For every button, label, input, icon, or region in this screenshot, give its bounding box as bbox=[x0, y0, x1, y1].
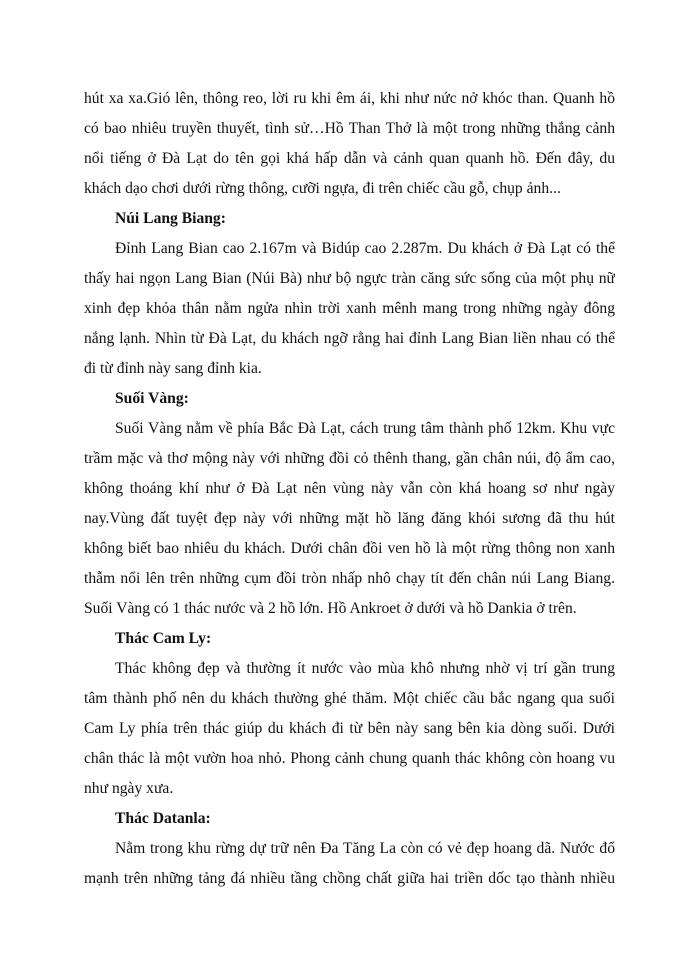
paragraph-line: thẫm nổi lên trên những cụm đồi tròn nhấp nhô chạy tít đến chân núi Lang Biang. bbox=[84, 570, 615, 587]
paragraph-line: Nằm trong khu rừng dự trữ nên Đa Tăng La còn có vẻ đẹp hoang dã. Nước đổ bbox=[115, 840, 615, 857]
paragraph-line: hút xa xa.Gió lên, thông reo, lời ru khi êm ái, khi như nức nở khóc than. Quanh hồ bbox=[84, 90, 615, 107]
paragraph-line: có bao nhiêu truyền thuyết, tình sử…Hồ Than Thở là một trong những thắng cảnh bbox=[84, 120, 615, 137]
paragraph-line: nay.Vùng đất tuyệt đẹp này với những mặt hồ lăng đăng khói sương đã thu hút bbox=[84, 510, 615, 527]
paragraph-line: mạnh trên những tảng đá nhiều tầng chồng chất giữa hai triền dốc tạo thành nhiều bbox=[84, 870, 615, 887]
paragraph-line: không biết bao nhiêu du khách. Dưới chân đồi ven hồ là một rừng thông non xanh bbox=[84, 540, 615, 557]
section-heading: Núi Lang Biang: bbox=[115, 210, 226, 227]
paragraph-line: Thác không đẹp và thường ít nước vào mùa khô nhưng nhờ vị trí gần trung bbox=[115, 660, 615, 677]
paragraph-line: đi từ đỉnh này sang đỉnh kia. bbox=[84, 360, 262, 377]
paragraph-line: Suối Vàng có 1 thác nước và 2 hồ lớn. Hồ Ankroet ở dưới và hồ Dankia ở trên. bbox=[84, 600, 577, 617]
section-heading: Thác Datanla: bbox=[115, 810, 211, 827]
paragraph-line: Đỉnh Lang Bian cao 2.167m và Bidúp cao 2.287m. Du khách ở Đà Lạt có thể bbox=[115, 240, 615, 257]
paragraph-line: nắng lạnh. Nhìn từ Đà Lạt, du khách ngỡ rằng hai đỉnh Lang Bian liền nhau có thể bbox=[84, 330, 615, 347]
paragraph-line: khách dạo chơi dưới rừng thông, cưỡi ngựa, đi trên chiếc cầu gỗ, chụp ảnh... bbox=[84, 180, 561, 197]
paragraph-line: như ngày xưa. bbox=[84, 780, 174, 797]
section-heading: Thác Cam Ly: bbox=[115, 630, 212, 647]
paragraph-line: tâm thành phố nên du khách thường ghé thăm. Một chiếc cầu bắc ngang qua suối bbox=[84, 690, 615, 707]
paragraph-line: không thoáng khí như ở Đà Lạt nên vùng này vẫn còn khá hoang sơ như ngày bbox=[84, 480, 615, 497]
paragraph-line: nổi tiếng ở Đà Lạt do tên gọi khá hấp dẫn và cảnh quan quanh hồ. Đến đây, du bbox=[84, 150, 615, 167]
paragraph-line: Suối Vàng nằm về phía Bắc Đà Lạt, cách trung tâm thành phố 12km. Khu vực bbox=[115, 420, 615, 437]
paragraph-line: Cam Ly phía trên thác giúp du khách đi từ bên này sang bên kia dòng suối. Dưới bbox=[84, 720, 615, 737]
paragraph-line: xinh đẹp khỏa thân nằm ngửa nhìn trời xanh mênh mang trong những ngày đông bbox=[84, 300, 615, 317]
paragraph-line: thấy hai ngọn Lang Bian (Núi Bà) như bộ ngực tràn căng sức sống của một phụ nữ bbox=[84, 270, 615, 287]
section-heading: Suối Vàng: bbox=[115, 390, 189, 407]
paragraph-line: trầm mặc và thơ mộng này với những đồi cỏ thênh thang, gần chân núi, độ ẩm cao, bbox=[84, 450, 615, 467]
paragraph-line: chân thác là một vườn hoa nhỏ. Phong cảnh chung quanh thác không còn hoang vu bbox=[84, 750, 615, 767]
